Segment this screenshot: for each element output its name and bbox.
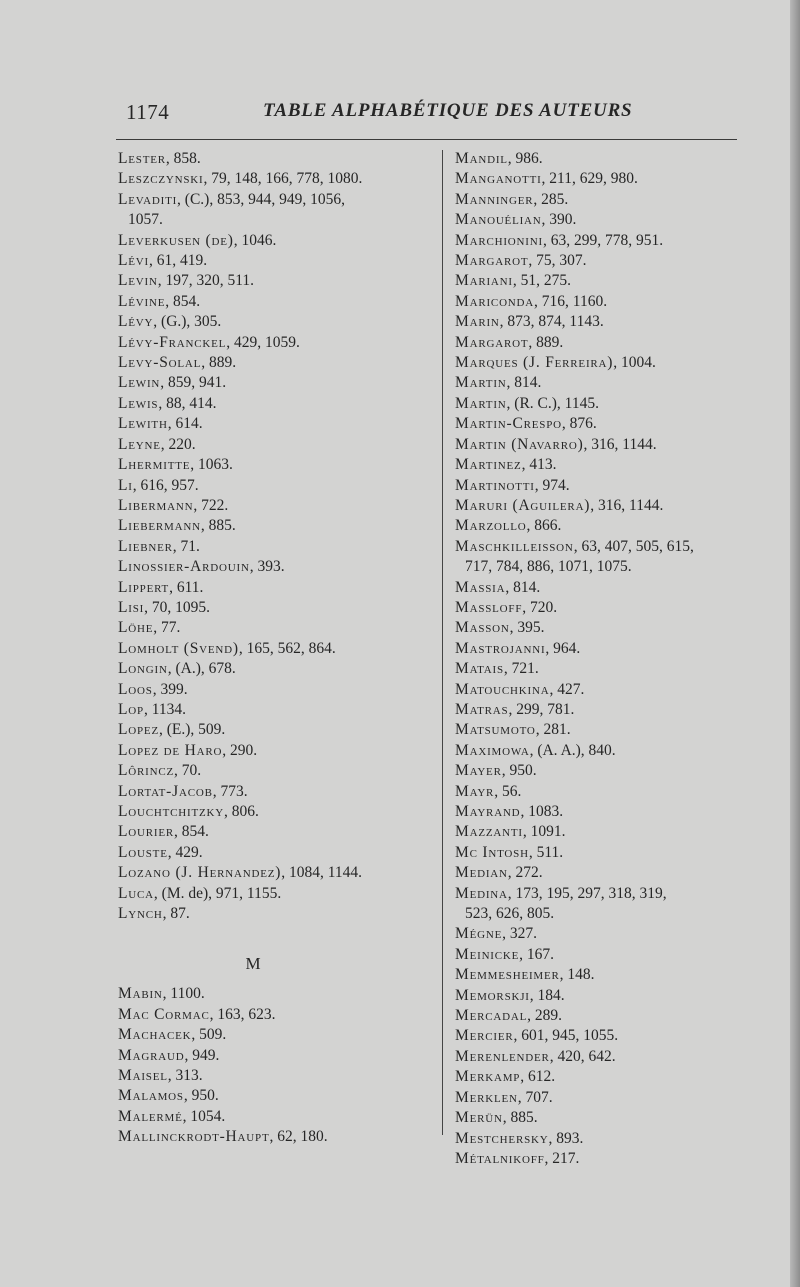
index-entry: Mac Cormac, 163, 623. xyxy=(118,1005,276,1023)
page-references: 612. xyxy=(527,1068,556,1086)
author-name: Martin-Crespo xyxy=(455,415,562,433)
page-title: TABLE ALPHABÉTIQUE DES AUTEURS xyxy=(263,100,633,121)
author-name: Mayr xyxy=(455,782,495,800)
index-entry: Lozano (J. Hernandez), 1084, 1144. xyxy=(118,864,363,882)
page-references: 184. xyxy=(537,986,565,1004)
author-name: Manganotti xyxy=(455,170,542,188)
author-name: Massloff xyxy=(455,598,523,616)
column-divider xyxy=(442,150,443,1135)
index-entry: Lévy-Franckel, 429, 1059. xyxy=(118,333,300,351)
author-name: Merenlender xyxy=(455,1047,550,1065)
author-name: Mercadal xyxy=(455,1007,528,1025)
page-references: 611. xyxy=(176,578,204,596)
page-references: 217. xyxy=(552,1149,580,1167)
author-name: Merün xyxy=(455,1109,503,1127)
index-entry: Louchtchitzky, 806. xyxy=(118,803,259,820)
author-name: Lewith xyxy=(118,415,168,433)
index-entry: Martinez, 413. xyxy=(455,456,557,474)
page-references: 393. xyxy=(257,558,285,576)
author-name: Matais xyxy=(455,660,504,678)
author-name: Longin xyxy=(118,660,168,678)
index-entry: Loos, 399. xyxy=(118,680,188,698)
index-entry: Marin, 873, 874, 1143. xyxy=(455,313,604,331)
index-entry: Martinotti, 974. xyxy=(455,476,570,494)
author-name: Lopez xyxy=(118,721,159,739)
page-references: 1057. xyxy=(128,211,163,229)
author-name: Manninger xyxy=(455,190,534,208)
index-entry: Marzollo, 866. xyxy=(455,517,562,535)
author-name: Margarot xyxy=(455,252,529,270)
page-references: 1063. xyxy=(198,456,233,474)
author-name: Merklen xyxy=(455,1088,518,1106)
author-name: Lewis xyxy=(118,394,159,412)
index-entry: Matouchkina, 427. xyxy=(455,680,585,698)
index-entry: Levaditi, (C.), 853, 944, 949, 1056, xyxy=(118,190,345,208)
index-entry: Mayer, 950. xyxy=(455,762,537,780)
author-name: Mégne xyxy=(455,925,503,943)
page-references: 399. xyxy=(160,680,188,698)
index-entry: Martin, 814. xyxy=(455,374,542,392)
page-references: 950. xyxy=(509,762,537,780)
author-name: Lortat-Jacob xyxy=(118,782,213,800)
author-name: Mariani xyxy=(455,272,513,290)
page-references: 79, 148, 166, 778, 1080. xyxy=(211,170,363,188)
author-name: Massia xyxy=(455,578,506,596)
index-entry: Libermann, 722. xyxy=(118,496,229,514)
author-name: Lévy xyxy=(118,313,154,331)
index-entry: Lévi, 61, 419. xyxy=(118,252,208,270)
author-name: Mazzanti xyxy=(455,823,523,841)
page-references: 61, 419. xyxy=(156,252,208,270)
page-references: 1084, 1144. xyxy=(288,864,363,882)
index-entry: Mandil, 986. xyxy=(455,150,543,167)
author-name: Matras xyxy=(455,700,509,718)
author-name: Mc Intosh xyxy=(455,843,529,861)
page-references: (A. A.), 840. xyxy=(537,741,616,759)
page-references: 87. xyxy=(170,905,190,923)
index-entry: Marques (J. Ferreira), 1004. xyxy=(455,354,656,372)
page-references: 390. xyxy=(549,211,577,229)
page-edge xyxy=(790,0,800,1287)
index-entry: Manouélian, 390. xyxy=(455,211,577,229)
author-name: Memorskji xyxy=(455,986,530,1004)
page-references: 720. xyxy=(530,598,558,616)
author-name: Maisel xyxy=(118,1067,168,1085)
page-references: 601, 945, 1055. xyxy=(521,1027,619,1045)
page-references: 773. xyxy=(220,782,248,800)
page-references: (A.), 678. xyxy=(175,660,236,678)
page-references: 509. xyxy=(199,1026,227,1044)
index-entry: Maruri (Aguilera), 316, 1144. xyxy=(455,496,664,514)
index-entry: Mayrand, 1083. xyxy=(455,803,564,820)
page-references: 290. xyxy=(229,741,258,759)
page-references: 51, 275. xyxy=(520,272,572,290)
author-name: Levy-Solal xyxy=(118,354,202,372)
page-references: 71. xyxy=(180,537,200,555)
page-references: 814. xyxy=(513,578,541,596)
page-references: 873, 874, 1143. xyxy=(507,313,604,331)
index-entry: Leyne, 220. xyxy=(118,435,196,453)
author-name: Martinotti xyxy=(455,476,535,494)
page-references: 77. xyxy=(161,619,181,637)
author-name: Leszczynski xyxy=(118,170,204,188)
page-references: 964. xyxy=(553,639,581,657)
author-name: Liebermann xyxy=(118,517,201,535)
index-entry: Maisel, 313. xyxy=(118,1067,203,1085)
author-name: Mac Cormac xyxy=(118,1005,210,1023)
page-references: 1100. xyxy=(170,985,205,1003)
author-name: Lévi xyxy=(118,252,149,270)
page-references: 165, 562, 864. xyxy=(246,639,336,657)
index-entry: Mégne, 327. xyxy=(455,925,537,943)
page-references: 299, 781. xyxy=(516,700,575,718)
author-name: Mallinckrodt-Haupt xyxy=(118,1128,270,1146)
author-name: Medina xyxy=(455,884,508,902)
index-entry: Martin, (R. C.), 1145. xyxy=(455,394,599,412)
page-references: 858. xyxy=(173,150,201,167)
index-entry: Leverkusen (de), 1046. xyxy=(118,231,277,249)
page-references: 429, 1059. xyxy=(233,333,300,351)
author-name: Marzollo xyxy=(455,517,527,535)
page-references: (M. de), 971, 1155. xyxy=(161,884,282,902)
index-entry: Mabin, 1100. xyxy=(118,985,205,1003)
page-references: 721. xyxy=(511,660,539,678)
index-entry: Liebner, 71. xyxy=(118,537,200,555)
index-entry: Masson, 395. xyxy=(455,619,545,637)
index-entry: Lévy, (G.), 305. xyxy=(118,313,222,331)
author-name: Loos xyxy=(118,680,153,698)
author-name: Lôrincz xyxy=(118,762,175,780)
page-references: 70. xyxy=(181,762,202,780)
author-name: Lisi xyxy=(118,598,145,616)
right-column xyxy=(455,149,745,1169)
author-name: Leyne xyxy=(118,435,161,453)
index-entry: Lévine, 854. xyxy=(118,292,201,310)
author-name: Malamos xyxy=(118,1087,184,1105)
index-entry: Lynch, 87. xyxy=(118,905,190,923)
author-name: Maruri (Aguilera) xyxy=(455,496,591,514)
author-name: Maximowa xyxy=(455,741,530,759)
index-entry: Levin, 197, 320, 511. xyxy=(118,272,255,290)
page-references: 854. xyxy=(181,823,209,841)
section-letter-heading: M xyxy=(245,954,261,974)
index-entry: Manganotti, 211, 629, 980. xyxy=(455,170,638,188)
index-entry: Matras, 299, 781. xyxy=(455,700,575,718)
index-entry xyxy=(455,557,745,577)
page-references: 986. xyxy=(515,150,543,167)
page-references: 327. xyxy=(509,925,537,943)
index-entry: Lewith, 614. xyxy=(118,415,203,433)
page-references: 806. xyxy=(231,803,259,820)
index-entry: Lôrincz, 70. xyxy=(118,762,202,780)
index-entry: Lortat-Jacob, 773. xyxy=(118,782,248,800)
index-entry: Maschkilleisson, 63, 407, 505, 615, xyxy=(455,537,694,555)
page-references: 316, 1144. xyxy=(598,496,664,514)
author-name: Linossier-Ardouin xyxy=(118,558,250,576)
author-name: Mastrojanni xyxy=(455,639,546,657)
index-entry: Merenlender, 420, 642. xyxy=(455,1047,616,1065)
page-references: 1046. xyxy=(241,231,277,249)
author-name: Louchtchitzky xyxy=(118,803,225,820)
index-entry: Mastrojanni, 964. xyxy=(455,639,581,657)
index-entry: Merkamp, 612. xyxy=(455,1068,556,1086)
author-name: Mestchersky xyxy=(455,1129,549,1147)
index-entry: Lopez de Haro, 290. xyxy=(118,741,258,759)
author-name: Lozano (J. Hernandez) xyxy=(118,864,282,882)
page-references: 814. xyxy=(514,374,542,392)
page-references: 859, 941. xyxy=(167,374,227,392)
index-entry: Merün, 885. xyxy=(455,1109,538,1127)
page-references: 950. xyxy=(191,1087,219,1105)
index-entry: Mercier, 601, 945, 1055. xyxy=(455,1027,619,1045)
page-references: (C.), 853, 944, 949, 1056, xyxy=(184,190,345,208)
author-name: Maschkilleisson xyxy=(455,537,574,555)
author-name: Lourier xyxy=(118,823,175,841)
page-references: 427. xyxy=(557,680,585,698)
author-name: Marin xyxy=(455,313,500,331)
index-entry: Lippert, 611. xyxy=(118,578,204,596)
page-references: 893. xyxy=(556,1129,584,1147)
index-entry: Median, 272. xyxy=(455,864,543,882)
author-name: Leverkusen (de) xyxy=(118,231,234,249)
page-references: 316, 1144. xyxy=(591,435,657,453)
index-entry: Mazzanti, 1091. xyxy=(455,823,566,841)
index-entry: Mariconda, 716, 1160. xyxy=(455,292,608,310)
index-entry: Margarot, 889. xyxy=(455,333,564,351)
author-name: Lewin xyxy=(118,374,161,392)
page-references: 413. xyxy=(529,456,557,474)
page-references: 1083. xyxy=(528,803,564,820)
page-references: 75, 307. xyxy=(536,252,587,270)
page-references: 272. xyxy=(515,864,543,882)
author-name: Lomholt (Svend) xyxy=(118,639,239,657)
index-entry: Malamos, 950. xyxy=(118,1087,219,1105)
author-name: Lop xyxy=(118,700,144,718)
index-entry: Memorskji, 184. xyxy=(455,986,565,1004)
page-references: 289. xyxy=(534,1007,563,1025)
page-references: 163, 623. xyxy=(217,1005,276,1023)
page-references: 616, 957. xyxy=(140,476,199,494)
page-references: 866. xyxy=(534,517,562,535)
index-entry: Levy-Solal, 889. xyxy=(118,354,237,372)
index-entry: Lewis, 88, 414. xyxy=(118,394,217,412)
author-name: Luca xyxy=(118,884,154,902)
author-name: Magraud xyxy=(118,1046,185,1064)
index-entry: Martin-Crespo, 876. xyxy=(455,415,597,433)
index-entry: Marchionini, 63, 299, 778, 951. xyxy=(455,231,664,249)
page-references: 281. xyxy=(543,721,571,739)
index-entry: Mestchersky, 893. xyxy=(455,1129,584,1147)
index-entry: Leszczynski, 79, 148, 166, 778, 1080. xyxy=(118,170,363,188)
page-references: (R. C.), 1145. xyxy=(514,394,599,412)
index-entry: Lewin, 859, 941. xyxy=(118,374,227,392)
page-number: 1174 xyxy=(126,100,170,124)
page-references: 220. xyxy=(168,435,196,453)
author-name: Martin xyxy=(455,374,507,392)
index-entry: Li, 616, 957. xyxy=(118,476,199,494)
page-references: 211, 629, 980. xyxy=(549,170,638,188)
page-references: 716, 1160. xyxy=(541,292,608,310)
page-references: 285. xyxy=(541,190,569,208)
author-name: Memmesheimer xyxy=(455,966,560,984)
author-name: Lhermitte xyxy=(118,456,191,474)
author-name: Lippert xyxy=(118,578,170,596)
author-name: Louste xyxy=(118,843,168,861)
author-name: Lévy-Franckel xyxy=(118,333,227,351)
page-references: 949. xyxy=(192,1046,220,1064)
author-name: Löhe xyxy=(118,619,154,637)
index-entry: Malermé, 1054. xyxy=(118,1107,226,1125)
index-entry: Löhe, 77. xyxy=(118,619,181,637)
page-references: 167. xyxy=(526,945,555,963)
page-references: 974. xyxy=(542,476,570,494)
author-name: Liebner xyxy=(118,537,173,555)
page-references: 395. xyxy=(517,619,545,637)
author-name: Martin (Navarro) xyxy=(455,435,584,453)
author-name: Manouélian xyxy=(455,211,542,229)
author-name: Mayrand xyxy=(455,803,521,820)
page-references: 885. xyxy=(208,517,236,535)
author-name: Marques (J. Ferreira) xyxy=(455,354,614,372)
index-entry: Lop, 1134. xyxy=(118,700,186,718)
author-name: Lester xyxy=(118,150,166,167)
page-references: 197, 320, 511. xyxy=(165,272,255,290)
page-references: 313. xyxy=(175,1067,203,1085)
author-name: Li xyxy=(118,476,133,494)
author-name: Levin xyxy=(118,272,158,290)
page-references: 62, 180. xyxy=(277,1128,328,1146)
page-references: 1091. xyxy=(530,823,566,841)
page-references: 63, 407, 505, 615, xyxy=(581,537,694,555)
author-name: Median xyxy=(455,864,508,882)
author-name: Mariconda xyxy=(455,292,535,310)
left-column xyxy=(118,149,428,1148)
author-name: Machacek xyxy=(118,1026,192,1044)
page-references: 717, 784, 886, 1071, 1075. xyxy=(465,558,632,576)
index-entry: Métalnikoff, 217. xyxy=(455,1149,580,1167)
author-name: Levaditi xyxy=(118,190,178,208)
author-name: Mercier xyxy=(455,1027,514,1045)
page-references: 614. xyxy=(175,415,203,433)
author-name: Merkamp xyxy=(455,1068,521,1086)
header-rule xyxy=(116,139,737,140)
index-entry: Machacek, 509. xyxy=(118,1026,227,1044)
index-entry: Maximowa, (A. A.), 840. xyxy=(455,741,616,759)
author-name: Margarot xyxy=(455,333,529,351)
page-references: 429. xyxy=(175,843,203,861)
author-name: Martinez xyxy=(455,456,522,474)
author-name: Marchionini xyxy=(455,231,543,249)
page-references: 63, 299, 778, 951. xyxy=(550,231,664,249)
index-entry: Merklen, 707. xyxy=(455,1088,553,1106)
index-entry: Meinicke, 167. xyxy=(455,945,555,963)
index-entry xyxy=(118,210,428,230)
page-header xyxy=(126,100,726,130)
author-name: Lévine xyxy=(118,292,166,310)
page-references: 523, 626, 805. xyxy=(465,905,555,923)
page-references: 148. xyxy=(567,966,595,984)
page-references: 173, 195, 297, 318, 319, xyxy=(515,884,667,902)
index-entry: Lester, 858. xyxy=(118,150,201,167)
page-references: (G.), 305. xyxy=(161,313,222,331)
author-name: Meinicke xyxy=(455,945,520,963)
author-name: Matouchkina xyxy=(455,680,550,698)
author-name: Lynch xyxy=(118,905,163,923)
index-entry: Lomholt (Svend), 165, 562, 864. xyxy=(118,639,336,657)
author-name: Matsumoto xyxy=(455,721,536,739)
index-entry: Linossier-Ardouin, 393. xyxy=(118,558,285,576)
page-references: 1054. xyxy=(190,1107,226,1125)
page-references: 1134. xyxy=(151,700,186,718)
page-references: 1004. xyxy=(621,354,656,372)
page-references: 511. xyxy=(536,843,564,861)
index-entry: Medina, 173, 195, 297, 318, 319, xyxy=(455,884,667,902)
index-entry xyxy=(455,904,745,924)
page-references: 420, 642. xyxy=(557,1047,616,1065)
page-references: 56. xyxy=(501,782,522,800)
index-entry: Mariani, 51, 275. xyxy=(455,272,572,290)
author-name: Mayer xyxy=(455,762,502,780)
author-name: Malermé xyxy=(118,1107,183,1125)
author-name: Masson xyxy=(455,619,510,637)
page-references: 876. xyxy=(569,415,597,433)
page-references: 885. xyxy=(510,1109,538,1127)
index-entry: Lhermitte, 1063. xyxy=(118,456,233,474)
author-name: Martin xyxy=(455,394,507,412)
index-entry: Luca, (M. de), 971, 1155. xyxy=(118,884,282,902)
page-references: 88, 414. xyxy=(166,394,217,412)
index-entry: Mayr, 56. xyxy=(455,782,522,800)
page-references: 70, 1095. xyxy=(151,598,210,616)
author-name: Métalnikoff xyxy=(455,1149,545,1167)
index-entry: Matais, 721. xyxy=(455,660,539,678)
author-name: Mabin xyxy=(118,985,163,1003)
page-references: 889. xyxy=(536,333,564,351)
page-references: 722. xyxy=(201,496,229,514)
index-entry: Louste, 429. xyxy=(118,843,203,861)
index-entry: Massloff, 720. xyxy=(455,598,558,616)
index-entry: Mercadal, 289. xyxy=(455,1007,563,1025)
index-entry: Lisi, 70, 1095. xyxy=(118,598,210,616)
index-entry: Longin, (A.), 678. xyxy=(118,660,236,678)
index-entry: Lourier, 854. xyxy=(118,823,209,841)
index-entry: Mc Intosh, 511. xyxy=(455,843,564,861)
index-entry: Mallinckrodt-Haupt, 62, 180. xyxy=(118,1128,328,1146)
index-entry: Liebermann, 885. xyxy=(118,517,236,535)
index-entry: Matsumoto, 281. xyxy=(455,721,571,739)
author-name: Lopez de Haro xyxy=(118,741,223,759)
index-entry: Lopez, (E.), 509. xyxy=(118,721,226,739)
index-entry: Manninger, 285. xyxy=(455,190,569,208)
author-name: Libermann xyxy=(118,496,194,514)
page-references: 707. xyxy=(525,1088,553,1106)
index-entry: Magraud, 949. xyxy=(118,1046,220,1064)
page-references: 854. xyxy=(173,292,201,310)
author-name: Mandil xyxy=(455,150,508,167)
index-entry: Margarot, 75, 307. xyxy=(455,252,587,270)
index-entry: Massia, 814. xyxy=(455,578,541,596)
page-references: (E.), 509. xyxy=(166,721,226,739)
page-references: 889. xyxy=(208,354,237,372)
index-entry: Martin (Navarro), 316, 1144. xyxy=(455,435,657,453)
index-entry: Memmesheimer, 148. xyxy=(455,966,595,984)
